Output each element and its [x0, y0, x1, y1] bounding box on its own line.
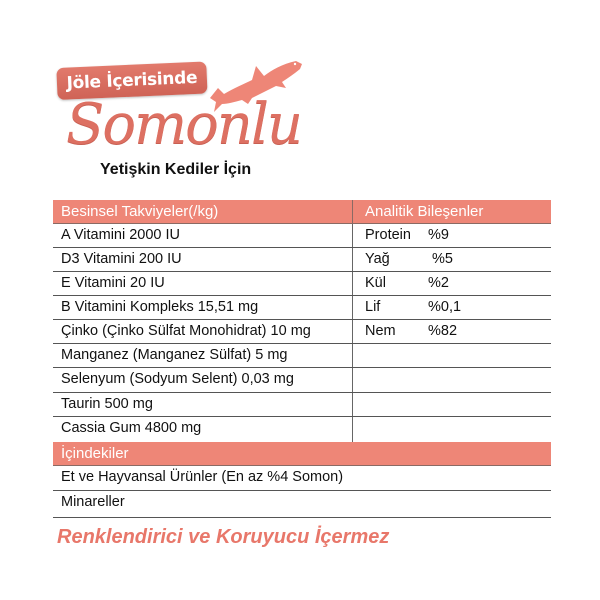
ingredient-cell: Et ve Hayvansal Ürünler (En az %4 Somon) — [61, 469, 344, 485]
ingredient-row — [53, 466, 551, 491]
table-row — [53, 296, 551, 320]
analysis-value: %0,1 — [428, 299, 462, 315]
product-title: Somonlu — [66, 92, 301, 157]
ingredient-row — [53, 491, 551, 518]
supplement-cell: Çinko (Çinko Sülfat Monohidrat) 10 mg — [61, 323, 311, 339]
table-row — [53, 224, 551, 248]
analysis-cell — [352, 248, 551, 271]
table-row — [53, 417, 551, 442]
product-logo — [0, 0, 600, 190]
analysis-value: %82 — [428, 323, 458, 339]
supplement-cell: B Vitamini Kompleks 15,51 mg — [61, 299, 259, 315]
analysis-cell — [352, 224, 551, 247]
table-row — [53, 248, 551, 272]
ingredients-header: İçindekiler — [61, 445, 129, 462]
product-subtitle: Yetişkin Kediler İçin — [100, 161, 252, 178]
badge-text: Jöle İçerisinde — [66, 67, 198, 94]
analysis-cell-empty — [352, 393, 551, 416]
header-analysis: Analitik Bileşenler — [352, 200, 551, 223]
analysis-label: Protein — [365, 227, 411, 243]
header-supplements: Besinsel Takviyeler(/kg) — [61, 203, 219, 220]
supplement-cell: Cassia Gum 4800 mg — [61, 420, 202, 436]
analysis-label: Lif — [365, 299, 381, 315]
analysis-cell — [352, 320, 551, 343]
table-row — [53, 368, 551, 393]
analysis-label: Nem — [365, 323, 396, 339]
analysis-cell — [352, 296, 551, 319]
supplement-cell: Taurin 500 mg — [61, 396, 153, 412]
table-row — [53, 393, 551, 417]
table-header-row — [53, 200, 551, 224]
supplement-cell: Manganez (Manganez Sülfat) 5 mg — [61, 347, 288, 363]
no-additives-note: Renklendirici ve Koruyucu İçermez — [57, 526, 390, 548]
ingredient-cell: Minareller — [61, 494, 125, 510]
supplement-cell: A Vitamini 2000 IU — [61, 227, 181, 243]
analysis-cell — [352, 272, 551, 295]
analysis-value: %2 — [428, 275, 449, 291]
analysis-value: %9 — [428, 227, 449, 243]
supplement-cell: D3 Vitamini 200 IU — [61, 251, 182, 267]
analysis-label: Yağ — [365, 251, 390, 267]
analysis-cell-empty — [352, 417, 551, 442]
table-row — [53, 344, 551, 368]
analysis-cell-empty — [352, 368, 551, 392]
supplement-cell: Selenyum (Sodyum Selent) 0,03 mg — [61, 371, 294, 387]
supplement-cell: E Vitamini 20 IU — [61, 275, 165, 291]
analysis-cell-empty — [352, 344, 551, 367]
analysis-value: %5 — [428, 251, 453, 267]
ingredients-header-row — [53, 442, 551, 466]
table-row — [53, 320, 551, 344]
nutrition-table — [53, 200, 551, 518]
analysis-label: Kül — [365, 275, 386, 291]
table-row — [53, 272, 551, 296]
